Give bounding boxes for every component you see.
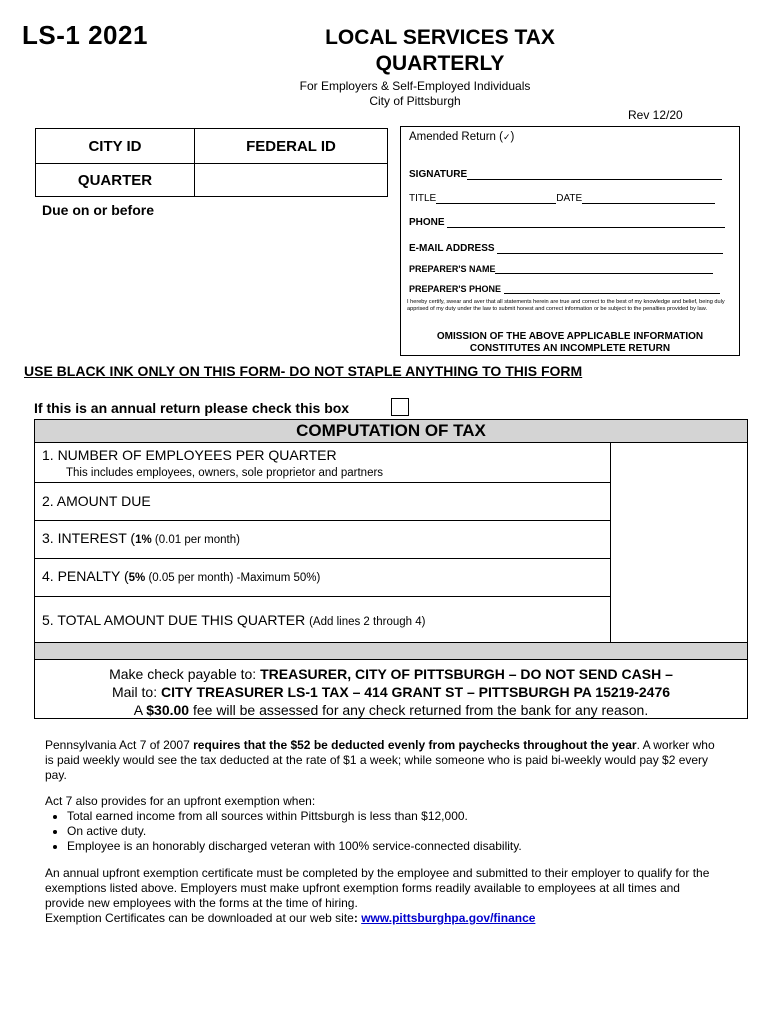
omission-warning [401, 331, 739, 355]
amended-check-mark: ✓ [502, 132, 511, 142]
line-1-label: 1. NUMBER OF EMPLOYEES PER QUARTER [42, 447, 337, 463]
annual-return-label: If this is an annual return please check this box [34, 400, 350, 416]
line-5-label: 5. TOTAL AMOUNT DUE THIS QUARTER [42, 612, 310, 628]
title-line-1: LOCAL SERVICES TAX [325, 26, 555, 49]
amended-label: Amended Return ( [409, 131, 503, 143]
download-colon: : [353, 911, 362, 925]
line-3-rate: 1% [135, 534, 152, 546]
line-3-interest [42, 530, 240, 546]
title-line-2: QUARTERLY [375, 52, 505, 75]
line-3-note: (0.01 per month) [151, 534, 240, 546]
preparer-phone-label: PREPARER'S PHONE [409, 284, 501, 294]
certificate-paragraph [45, 866, 715, 926]
line-4-rate: 5% [128, 572, 146, 584]
line-5-note: (Add lines 2 through 4) [309, 616, 426, 628]
id-table [35, 128, 388, 197]
omission-line-1: OMISSION OF THE ABOVE APPLICABLE INFORMATION [436, 331, 704, 342]
line-4-label: 4. PENALTY ( [42, 568, 129, 584]
list-item: • On active duty. [67, 824, 715, 839]
exemptions-intro: Act 7 also provides for an upfront exemption when: [45, 794, 316, 808]
signature-row[interactable] [409, 169, 722, 180]
subtitle-line-1: For Employers & Self-Employed Individuals [299, 79, 531, 93]
phone-label: PHONE [409, 217, 445, 228]
act7-requirement: requires that the $52 be deducted evenly from paychecks throughout the year [193, 738, 637, 752]
quarter-field[interactable] [195, 164, 388, 197]
email-row[interactable] [409, 243, 723, 254]
line-5-total [42, 612, 425, 628]
signature-label: SIGNATURE [409, 169, 468, 180]
subtitle-line-2: City of Pittsburgh [369, 94, 461, 108]
act7-detail: . A worker who is paid weekly would see the tax deducted at the rate of $1 a week; while someone who is paid bi-weekly would pay $2 every pay. [45, 738, 715, 782]
preparer-name-row[interactable] [409, 263, 713, 274]
line-1-note: This includes employees, owners, sole proprietor and partners [66, 467, 384, 479]
finance-website-link[interactable]: www.pittsburghpa.gov/finance [361, 911, 536, 925]
federal-id-label: FEDERAL ID [195, 129, 388, 164]
email-label: E-MAIL ADDRESS [409, 243, 495, 254]
download-text: Exemption Certificates can be downloaded at our web site [45, 911, 354, 925]
revision-date: Rev 12/20 [628, 108, 683, 122]
form-title [290, 25, 590, 77]
city-id-label: CITY ID [36, 129, 195, 164]
act7-intro: Pennsylvania Act 7 of 2007 [45, 738, 194, 752]
returned-check-fee: $30.00 [146, 702, 190, 718]
preparer-name-label: PREPARER'S NAME [409, 264, 496, 274]
black-ink-notice: USE BLACK INK ONLY ON THIS FORM- DO NOT STAPLE ANYTHING TO THIS FORM [24, 363, 583, 379]
due-date-label: Due on or before [42, 202, 155, 218]
date-label: DATE [556, 193, 583, 204]
amended-return[interactable] [409, 131, 514, 143]
payment-payee: TREASURER, CITY OF PITTSBURGH – DO NOT SEND CASH – [260, 666, 673, 682]
certificate-text: An annual upfront exemption certificate must be completed by the employee and submitted to their employer to qualify for the exemptions listed above. Employers must make upfront exemption forms readily available to employees at all times and provide new employees with the forms at the time of hiring. [45, 866, 710, 910]
certification-text: I hereby certify, swear and aver that all statements herein are true and correct to the best of my knowledge and belief, being duly apprised of my duty under the law to submit honest and correct information or be subject to the penalties provided by law. [407, 299, 725, 312]
list-item: • Employee is an honorably discharged veteran with 100% service-connected disability. [67, 839, 715, 854]
preparer-phone-row[interactable] [409, 283, 720, 294]
payment-line-1: Make check payable to: [109, 666, 261, 682]
line-2-amount-due: 2. AMOUNT DUE [42, 493, 151, 509]
computation-title: COMPUTATION OF TAX [35, 420, 747, 443]
exemptions-section [45, 794, 715, 854]
annual-return-checkbox[interactable] [391, 398, 409, 416]
amended-close: ) [510, 131, 515, 143]
separator-bar [35, 642, 747, 660]
form-id: LS-1 2021 [22, 20, 148, 50]
omission-line-2: CONSTITUTES AN INCOMPLETE RETURN [469, 343, 671, 354]
act7-paragraph [45, 738, 715, 783]
title-label: TITLE [409, 193, 437, 204]
payment-line-2: Mail to: [111, 684, 161, 700]
signature-box [400, 126, 740, 356]
computation-table [34, 419, 748, 719]
title-date-row[interactable] [409, 193, 715, 204]
line-3-label: 3. INTEREST ( [42, 530, 136, 546]
list-item: • Total earned income from all sources within Pittsburgh is less than $12,000. [67, 809, 715, 824]
payment-instructions [35, 660, 747, 719]
quarter-label: QUARTER [36, 164, 195, 197]
payment-line-3-rest: fee will be assessed for any check returned from the bank for any reason. [189, 702, 649, 718]
download-line [45, 911, 715, 926]
phone-row[interactable] [409, 217, 725, 228]
line-4-note: (0.05 per month) -Maximum 50%) [145, 572, 321, 584]
payment-line-3: A [133, 702, 147, 718]
line-4-penalty [42, 568, 320, 584]
payment-address: CITY TREASURER LS-1 TAX – 414 GRANT ST – PITTSBURGH PA 15219-2476 [160, 684, 671, 700]
exemptions-list [45, 809, 715, 854]
line-1-employees [42, 447, 383, 479]
form-subtitle [260, 79, 570, 109]
